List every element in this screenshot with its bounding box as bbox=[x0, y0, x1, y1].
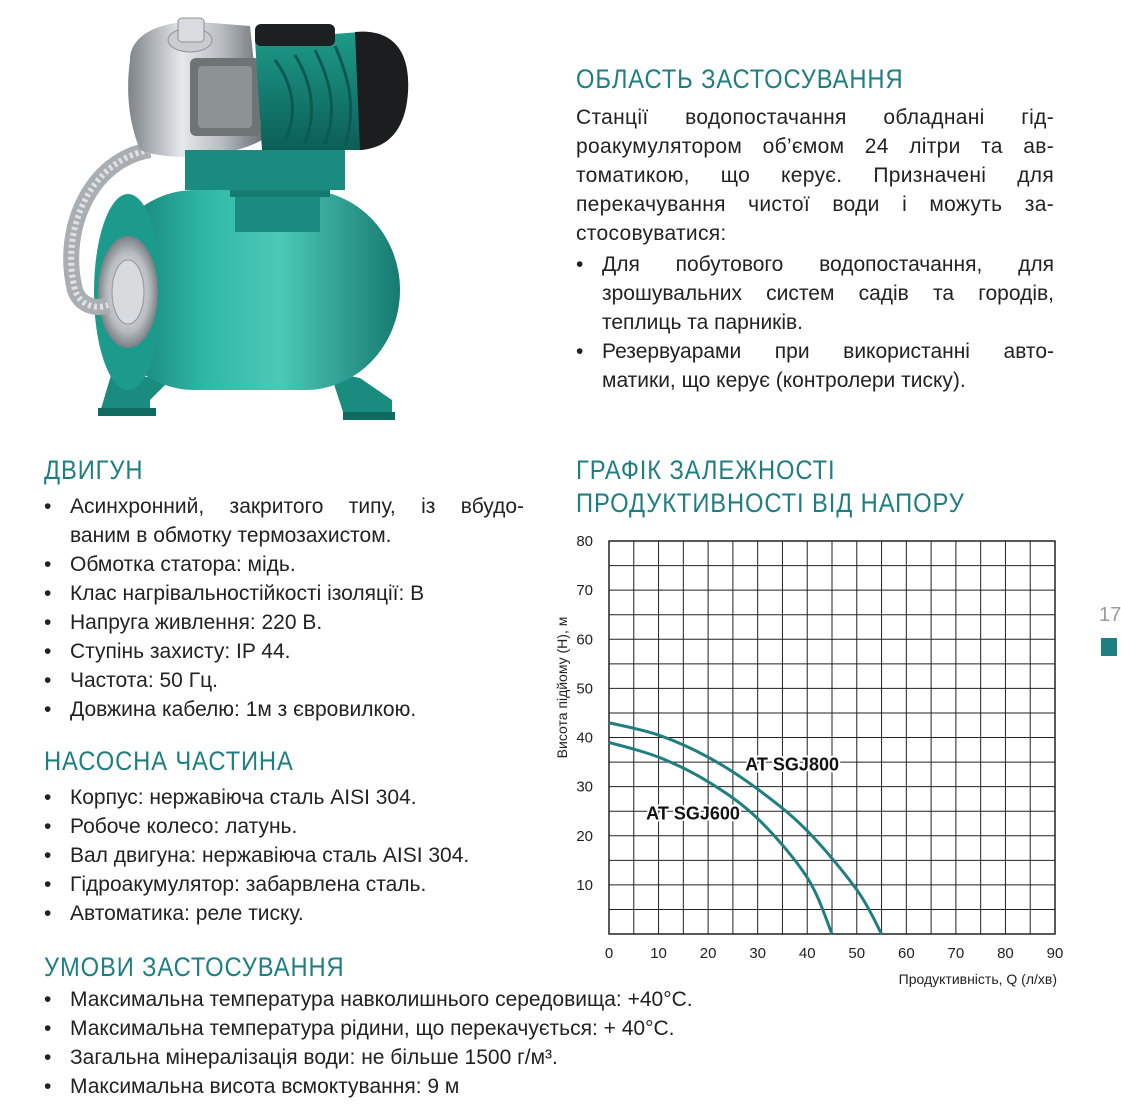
engine-title: ДВИГУН bbox=[44, 455, 144, 485]
list-item: • Максимальна температура навколишнього середовища: +40°С. bbox=[44, 985, 1044, 1014]
y-tick-label: 70 bbox=[576, 582, 593, 600]
list-item bbox=[576, 250, 1054, 337]
list-item-line: ваним в обмотку термозахистом. bbox=[70, 524, 392, 547]
x-tick-label: 0 bbox=[604, 945, 614, 962]
graph-title-line2: ПРОДУКТИВНОСТІ ВІД НАПОРУ bbox=[576, 488, 965, 518]
series-label: AT SGJ600 bbox=[646, 803, 740, 824]
list-item bbox=[44, 492, 524, 550]
y-tick-label: 20 bbox=[576, 827, 593, 845]
graph-title-line1: ГРАФІК ЗАЛЕЖНОСТІ bbox=[576, 455, 836, 485]
x-tick-label: 80 bbox=[997, 945, 1014, 962]
x-tick-label: 20 bbox=[699, 945, 717, 962]
x-tick-label: 30 bbox=[749, 945, 767, 962]
application-bullets bbox=[576, 250, 1054, 395]
pump-section bbox=[44, 746, 544, 928]
series-label: AT SGJ800 bbox=[745, 754, 839, 775]
page-number: 17 bbox=[1099, 604, 1121, 626]
list-item-line: матики, що керує (контролери тиску). bbox=[602, 369, 966, 392]
y-tick-label: 30 bbox=[576, 778, 593, 796]
conditions-title: УМОВИ ЗАСТОСУВАННЯ bbox=[44, 952, 345, 982]
pump-station-image bbox=[0, 0, 440, 440]
application-section bbox=[576, 64, 1056, 395]
x-tick-label: 50 bbox=[848, 945, 866, 962]
application-line: перекачування чистої води і можуть за- bbox=[576, 193, 1054, 216]
list-item-line: теплиць та парників. bbox=[602, 311, 804, 334]
list-item: • Загальна мінералізація води: не більше 1500 г/м³. bbox=[44, 1043, 1044, 1072]
list-item: • Клас нагрівальностійкості ізоляції: B bbox=[44, 579, 524, 608]
y-tick-label: 60 bbox=[576, 631, 593, 649]
application-line: роакумулятором об’ємом 24 літри та ав- bbox=[576, 135, 1054, 158]
list-item: • Корпус: нержавіюча сталь AISI 304. bbox=[44, 783, 544, 812]
application-title: ОБЛАСТЬ ЗАСТОСУВАННЯ bbox=[576, 64, 904, 94]
x-axis-label: Продуктивність, Q (л/хв) bbox=[898, 971, 1057, 987]
list-item: • Довжина кабелю: 1м з євровилкою. bbox=[44, 695, 524, 724]
x-tick-label: 10 bbox=[650, 945, 667, 962]
y-tick-label: 50 bbox=[576, 680, 593, 698]
list-item: • Ступінь захисту: IP 44. bbox=[44, 637, 524, 666]
list-item: • Обмотка статора: мідь. bbox=[44, 550, 524, 579]
list-item: • Автоматика: реле тиску. bbox=[44, 899, 544, 928]
application-line: томатикою, що керує. Призначені для bbox=[576, 164, 1054, 187]
pump-title: НАСОСНА ЧАСТИНА bbox=[44, 746, 294, 776]
x-tick-label: 90 bbox=[1046, 945, 1064, 962]
list-item-line: • Асинхронний, закритого типу, із вбудо- bbox=[70, 495, 524, 518]
list-item-line: • Резервуарами при використанні авто- bbox=[602, 340, 1054, 363]
y-tick-label: 10 bbox=[576, 876, 593, 894]
application-line: стосовуватися: bbox=[576, 222, 727, 245]
y-tick-label: 40 bbox=[576, 729, 593, 747]
list-item: • Частота: 50 Гц. bbox=[44, 666, 524, 695]
list-item: • Максимальна температура рідини, що перекачується: + 40°С. bbox=[44, 1014, 1044, 1043]
page-tab-marker bbox=[1101, 638, 1117, 656]
x-tick-label: 60 bbox=[897, 945, 915, 962]
list-item: • Максимальна висота всмоктування: 9 м bbox=[44, 1072, 1044, 1101]
performance-chart bbox=[545, 528, 1085, 988]
list-item-line: зрошувальних систем садів та городів, bbox=[602, 282, 1054, 305]
application-line: Станції водопостачання обладнані гід- bbox=[576, 106, 1054, 129]
list-item: • Гідроакумулятор: забарвлена сталь. bbox=[44, 870, 544, 899]
graph-section bbox=[576, 455, 1018, 519]
x-tick-label: 70 bbox=[947, 945, 965, 962]
list-item: • Напруга живлення: 220 В. bbox=[44, 608, 524, 637]
y-tick-label: 80 bbox=[576, 533, 593, 550]
y-axis-label: Висота підйому (Н), м bbox=[554, 616, 570, 759]
list-item-line: • Для побутового водопостачання, для bbox=[602, 253, 1054, 276]
list-item: • Вал двигуна: нержавіюча сталь AISI 304. bbox=[44, 841, 544, 870]
x-tick-label: 40 bbox=[798, 945, 816, 962]
list-item bbox=[576, 337, 1054, 395]
list-item: • Робоче колесо: латунь. bbox=[44, 812, 544, 841]
engine-section bbox=[44, 455, 534, 724]
